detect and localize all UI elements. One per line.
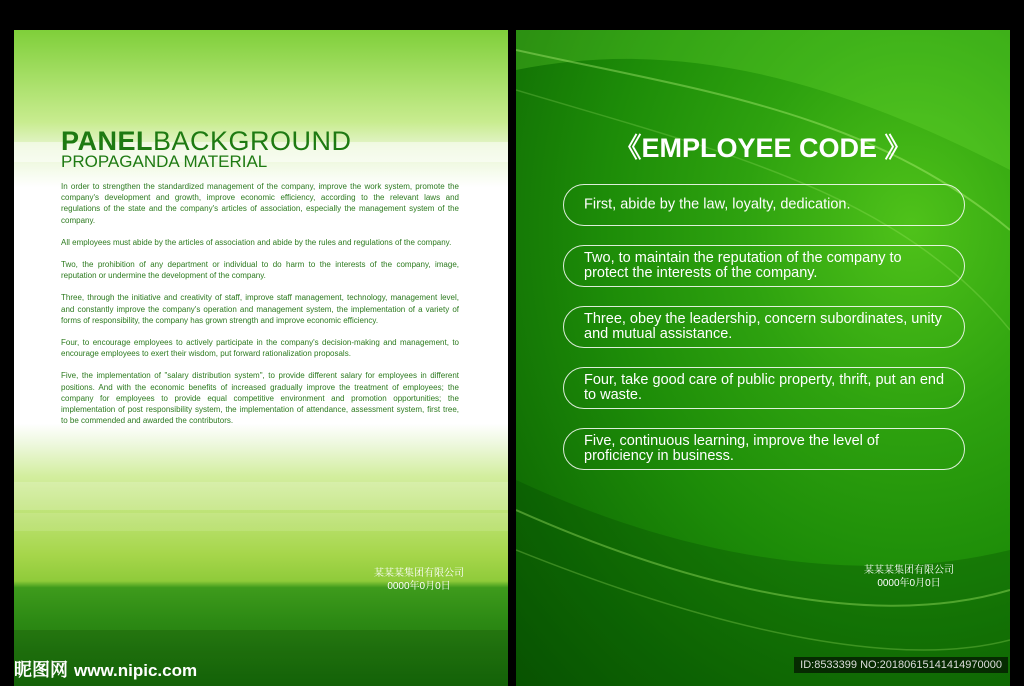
watermark-logo-text: 昵图网 (14, 660, 68, 680)
panel-title: PANELBACKGROUND (61, 126, 352, 156)
code-item-text: Four, take good care of public property, thrift, put an end to waste. (584, 372, 945, 403)
code-item (563, 367, 965, 409)
paragraph: In order to strengthen the standardized management of the company, improve the work system, promote the company's development and growth, improve economic efficiency, according to the relevant laws and regulations of the state and the company's articles of association, especially the management system of the company. (61, 182, 459, 225)
light-band (14, 513, 508, 531)
right-panel (516, 30, 1010, 686)
watermark-id: ID:8533399 NO:20180615141414970000 (794, 657, 1008, 673)
company-name: 某某某集团有限公司 (374, 568, 464, 579)
paragraph: All employees must abide by the articles of association and abide by the rules and regulations of the company. (61, 237, 452, 247)
code-item-text: Two, to maintain the reputation of the company to protect the interests of the company. (584, 250, 902, 281)
employee-code-title: 《EMPLOYEE CODE 》 (614, 133, 912, 163)
code-item (563, 428, 965, 470)
paragraph: Three, through the initiative and creativity of staff, improve staff management, technology, management level, and constantly improve the company's operation and management system, the implementation of a variety of forms of responsibility, the company has grown strength and improve economic efficiency. (61, 293, 459, 325)
watermark-url: www.nipic.com (74, 661, 198, 680)
code-item-text: Five, continuous learning, improve the level of proficiency in business. (584, 433, 879, 464)
code-item (563, 306, 965, 348)
company-name: 某某某集团有限公司 (864, 565, 954, 576)
panel-subtitle: PROPAGANDA MATERIAL (61, 152, 268, 171)
company-date: 0000年0月0日 (877, 578, 941, 589)
body-text (61, 181, 459, 437)
code-item (563, 245, 965, 287)
light-band (14, 482, 508, 510)
left-panel (14, 30, 508, 686)
watermark-logo (14, 656, 197, 682)
code-item-text: First, abide by the law, loyalty, dedication. (584, 196, 851, 213)
company-footer (854, 564, 964, 590)
company-date: 0000年0月0日 (387, 581, 451, 592)
code-item-text: Three, obey the leadership, concern subordinates, unity and mutual assistance. (584, 311, 942, 342)
paragraph: Two, the prohibition of any department or individual to do harm to the interests of the company, image, reputation or undermine the development of the company. (61, 260, 459, 281)
paragraph: Five, the implementation of "salary distribution system", to provide different salary for employees in different positions. And with the economic benefits of increased gradually improve the treatment of employees; the company for employees to provide equal competitive environment and promotion opportunities; the implementation of post responsibility system, the implementation of attendance, assessment system, first tree, to be commended and awarded the contributors. (61, 371, 459, 426)
code-item (563, 184, 965, 226)
paragraph: Four, to encourage employees to actively participate in the company's decision-making and management, to encourage employees to exert their wisdom, put forward rationalization proposals. (61, 338, 459, 359)
company-footer (369, 567, 469, 593)
